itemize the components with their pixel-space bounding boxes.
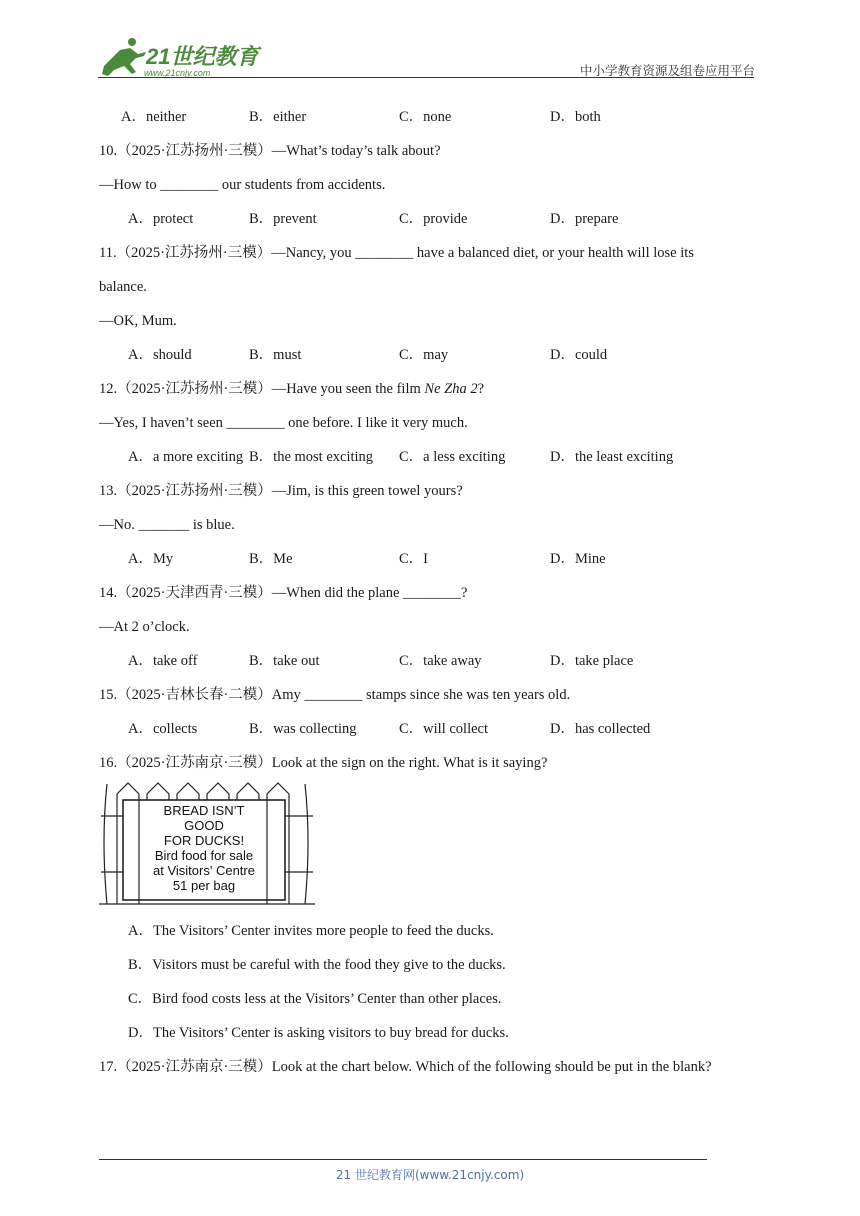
page-header bbox=[0, 0, 860, 80]
q12-options bbox=[99, 440, 759, 474]
q14-option-d[interactable]: D．take place bbox=[550, 653, 634, 669]
q14-stem: 14.（2025·天津西青·三模）—When did the plane ________? bbox=[99, 585, 468, 601]
q9-options bbox=[99, 100, 759, 134]
q15-option-c[interactable]: C．will collect bbox=[399, 721, 488, 737]
q9-option-c[interactable]: C．none bbox=[399, 109, 452, 125]
q12-option-a[interactable]: A．a more exciting bbox=[128, 449, 244, 465]
sign-text bbox=[125, 803, 283, 893]
sign-line-6: 51 per bag bbox=[172, 878, 236, 893]
q12-stem-post: ? bbox=[477, 381, 485, 397]
q9-option-b[interactable]: B．either bbox=[249, 109, 307, 125]
q12-option-b[interactable]: B．the most exciting bbox=[249, 449, 374, 465]
platform-name: 中小学教育资源及组卷应用平台 bbox=[579, 63, 755, 78]
q13-option-c[interactable]: C．I bbox=[399, 551, 428, 567]
q10-stem: 10.（2025·江苏扬州·三模）—What’s today’s talk about? bbox=[99, 143, 441, 159]
q11-line2: —OK, Mum. bbox=[99, 313, 177, 329]
q17-stem: 17.（2025·江苏南京·三模）Look at the chart below. Which of the following should be put in the blank? bbox=[99, 1059, 712, 1075]
q16-option-b[interactable]: B．Visitors must be careful with the food they give to the ducks. bbox=[128, 957, 506, 973]
q12-stem bbox=[99, 372, 759, 406]
q15-option-a[interactable]: A．collects bbox=[128, 721, 198, 737]
q16-option-d[interactable]: D．The Visitors’ Center is asking visitors to buy bread for ducks. bbox=[128, 1025, 509, 1041]
q13-option-b[interactable]: B．Me bbox=[249, 551, 293, 567]
q16-option-a[interactable]: A．The Visitors’ Center invites more people to feed the ducks. bbox=[128, 923, 494, 939]
sign-line-4: Bird food for sale bbox=[154, 848, 254, 863]
sign-line-5: at Visitors' Centre bbox=[153, 863, 255, 878]
q15-option-b[interactable]: B．was collecting bbox=[249, 721, 357, 737]
q16-option-c[interactable]: C．Bird food costs less at the Visitors’ Center than other places. bbox=[128, 991, 502, 1007]
q12-option-d[interactable]: D．the least exciting bbox=[550, 449, 674, 465]
q12-option-c[interactable]: C．a less exciting bbox=[399, 449, 506, 465]
q13-stem: 13.（2025·江苏扬州·三模）—Jim, is this green towel yours? bbox=[99, 483, 463, 499]
q12-stem-pre: 12.（2025·江苏扬州·三模）—Have you seen the film bbox=[99, 381, 425, 397]
q16-stem: 16.（2025·江苏南京·三模）Look at the sign on the right. What is it saying? bbox=[99, 755, 548, 771]
logo-runner-head bbox=[128, 38, 136, 46]
footer-link[interactable]: 21 世纪教育网(www.21cnjy.com) bbox=[335, 1168, 525, 1182]
q11-option-d[interactable]: D．could bbox=[550, 347, 608, 363]
q11-stem: 11.（2025·江苏扬州·三模）—Nancy, you ________ have a balanced diet, or your health will lose its bbox=[99, 245, 694, 261]
q9-option-a[interactable]: A．neither bbox=[121, 109, 187, 125]
q13-option-d[interactable]: D．Mine bbox=[550, 551, 606, 567]
q10-options bbox=[99, 202, 759, 236]
sign-line-1: BREAD ISN’T bbox=[163, 803, 245, 818]
q15-stem: 15.（2025·吉林长春·二模）Amy ________ stamps since she was ten years old. bbox=[99, 687, 571, 703]
q13-option-a[interactable]: A．My bbox=[128, 551, 174, 567]
q11-option-a[interactable]: A．should bbox=[128, 347, 192, 363]
q12-line2: —Yes, I haven’t seen ________ one before. I like it very much. bbox=[99, 415, 468, 431]
logo-21cnjy bbox=[94, 36, 264, 80]
q14-option-c[interactable]: C．take away bbox=[399, 653, 482, 669]
logo-runner-body bbox=[102, 48, 146, 76]
q10-option-a[interactable]: A．protect bbox=[128, 211, 194, 227]
q15-option-d[interactable]: D．has collected bbox=[550, 721, 651, 737]
q14-option-b[interactable]: B．take out bbox=[249, 653, 320, 669]
sign-line-2: GOOD bbox=[184, 818, 224, 833]
sign-line-3: FOR DUCKS! bbox=[163, 833, 245, 848]
svg-text:21世纪教育: 21世纪教育 bbox=[146, 44, 259, 69]
q12-film-title: Ne Zha 2 bbox=[424, 381, 478, 397]
q13-options bbox=[99, 542, 759, 576]
q10-option-c[interactable]: C．provide bbox=[399, 211, 468, 227]
q11-stem-cont: balance. bbox=[99, 279, 147, 295]
q10-option-b[interactable]: B．prevent bbox=[249, 211, 317, 227]
q11-options bbox=[99, 338, 759, 372]
q16-sign-image bbox=[99, 780, 759, 914]
svg-text:www.21cnjy.com: www.21cnjy.com bbox=[144, 68, 211, 78]
q9-option-d[interactable]: D．both bbox=[550, 109, 601, 125]
question-list bbox=[99, 100, 759, 1084]
footer-divider bbox=[99, 1159, 707, 1160]
q14-line2: —At 2 o’clock. bbox=[99, 619, 190, 635]
q11-option-c[interactable]: C．may bbox=[399, 347, 449, 363]
q10-option-d[interactable]: D．prepare bbox=[550, 211, 619, 227]
q10-line2: —How to ________ our students from accidents. bbox=[99, 177, 386, 193]
q14-options bbox=[99, 644, 759, 678]
q15-options bbox=[99, 712, 759, 746]
q14-option-a[interactable]: A．take off bbox=[128, 653, 198, 669]
q13-line2: —No. _______ is blue. bbox=[99, 517, 235, 533]
q11-option-b[interactable]: B．must bbox=[249, 347, 302, 363]
header-divider bbox=[98, 77, 754, 78]
